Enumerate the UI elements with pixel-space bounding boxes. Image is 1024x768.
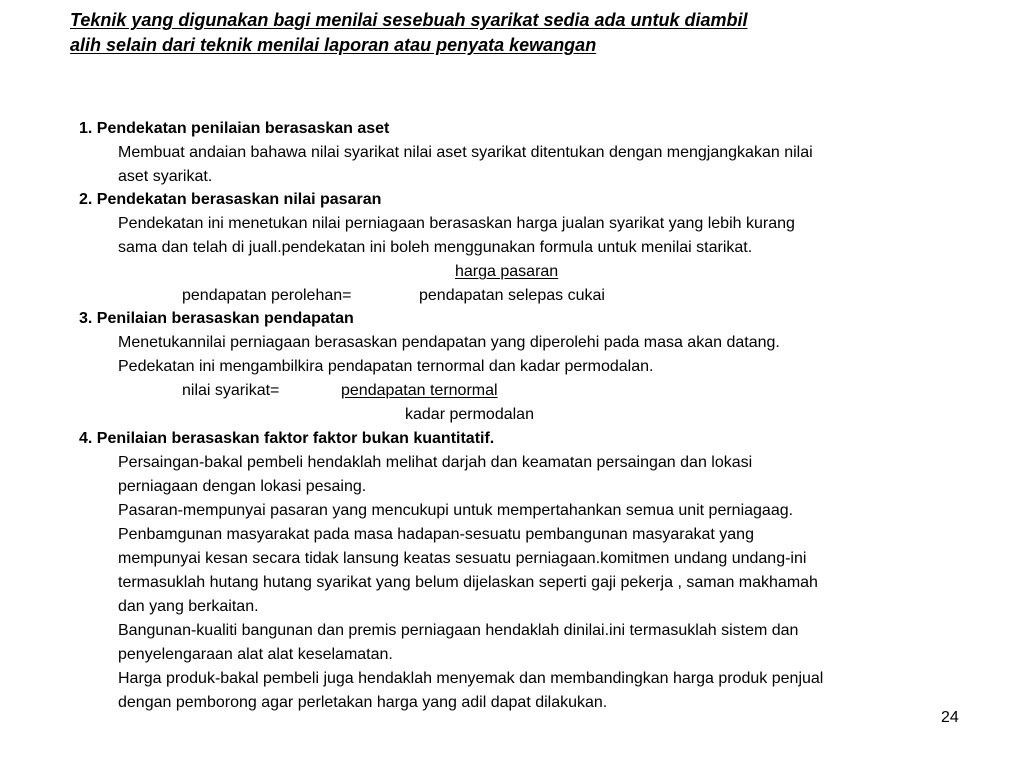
section-4-line-2: perniagaan dengan lokasi pesaing. — [118, 478, 367, 495]
section-2-line-2: sama dan telah di juall.pendekatan ini boleh menggunakan formula untuk menilai starikat. — [118, 239, 753, 256]
section-4-line-9: penyelengaraan alat alat keselamatan. — [118, 646, 393, 663]
formula-2-numerator: pendapatan ternormal — [341, 382, 498, 399]
section-4-line-3: Pasaran-mempunyai pasaran yang mencukupi untuk mempertahankan semua unit perniagaag. — [118, 502, 794, 519]
formula-2-denominator: kadar permodalan — [405, 406, 534, 423]
section-4-line-11: dengan pemborong agar perletakan harga yang adil dapat dilakukan. — [118, 694, 608, 711]
section-3-line-1: Menetukannilai perniagaan berasaskan pendapatan yang diperolehi pada masa akan datang. — [118, 334, 780, 351]
section-2-heading: 2. Pendekatan berasaskan nilai pasaran — [79, 191, 382, 208]
section-4-line-10: Harga produk-bakal pembeli juga hendaklah menyemak dan membandingkan harga produk penjual — [118, 670, 824, 687]
section-2-line-1: Pendekatan ini menetukan nilai perniagaan berasaskan harga jualan syarikat yang lebih kurang — [118, 215, 795, 232]
formula-1-label: pendapatan perolehan= — [182, 287, 352, 304]
section-4-line-1: Persaingan-bakal pembeli hendaklah melihat darjah dan keamatan persaingan dan lokasi — [118, 454, 753, 471]
title-line-2: alih selain dari teknik menilai laporan atau penyata kewangan — [70, 35, 597, 55]
section-3-heading: 3. Penilaian berasaskan pendapatan — [79, 310, 354, 327]
formula-1-numerator: harga pasaran — [455, 263, 559, 280]
section-3-line-2: Pedekatan ini mengambilkira pendapatan ternormal dan kadar permodalan. — [118, 358, 654, 375]
section-4-line-5: mempunyai kesan secara tidak lansung keatas sesuatu perniagaan.komitmen undang undang-ini — [118, 550, 807, 567]
section-4-line-8: Bangunan-kualiti bangunan dan premis perniagaan hendaklah dinilai.ini termasuklah sistem dan — [118, 622, 799, 639]
title-line-1: Teknik yang digunakan bagi menilai sesebuah syarikat sedia ada untuk diambil — [70, 10, 748, 30]
page-number: 24 — [941, 709, 959, 726]
section-4-line-7: dan yang berkaitan. — [118, 598, 259, 615]
section-4-heading: 4. Penilaian berasaskan faktor faktor bukan kuantitatif. — [79, 430, 495, 447]
section-4-line-4: Penbamgunan masyarakat pada masa hadapan-sesuatu pembangunan masyarakat yang — [118, 526, 754, 543]
section-1-line-1: Membuat andaian bahawa nilai syarikat nilai aset syarikat ditentukan dengan mengjangkakan nilai — [118, 144, 813, 161]
section-4-line-6: termasuklah hutang hutang syarikat yang belum dijelaskan seperti gaji pekerja , saman makhamah — [118, 574, 818, 591]
formula-2-label: nilai syarikat= — [182, 382, 280, 399]
formula-1-denominator: pendapatan selepas cukai — [419, 287, 605, 304]
section-1-line-2: aset syarikat. — [118, 168, 213, 185]
section-1-heading: 1. Pendekatan penilaian berasaskan aset — [79, 120, 390, 137]
